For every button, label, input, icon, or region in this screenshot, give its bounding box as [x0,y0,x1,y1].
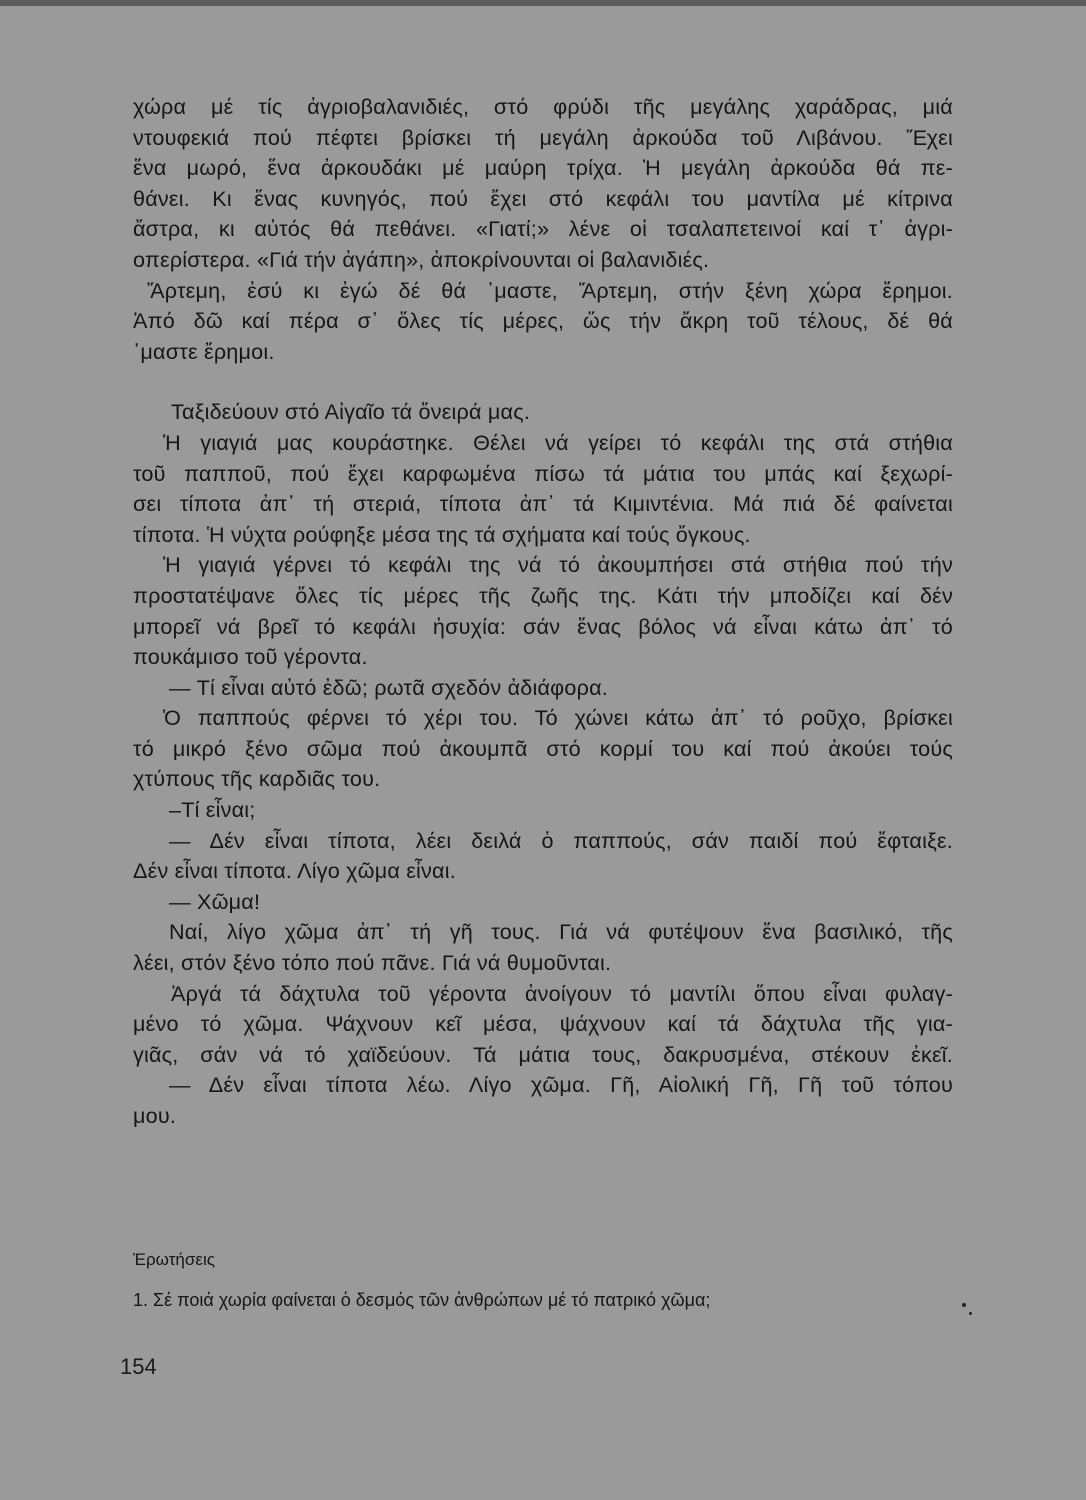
question-item: 1. Σέ ποιά χωρία φαίνεται ὁ δεσμός τῶν ἀνθρώπων μέ τό πατρικό χῶμα; [133,1290,711,1310]
text-line-4: θάνει. Κι ἕνας κυνηγός, πού ἔχει στό κεφάλι του μαντίλα μέ κίτρινα [133,185,953,211]
text-line-27: — Χῶμα! [169,888,261,914]
body-text [133,92,953,1132]
text-line-5: ἄστρα, κι αὐτός θά πεθάνει. «Γιατί;» λένε οἱ τσαλαπετεινοί καί τ᾽ ἀγρι- [133,216,953,242]
text-line-20: — Τί εἶναι αὐτό ἐδῶ; ρωτᾶ σχεδόν ἀδιάφορα. [169,674,608,700]
questions-heading: Ἐρωτήσεις [133,1250,215,1269]
text-line-30: Ἀργά τά δάχτυλα τοῦ γέροντα ἀνοίγουν τό μαντίλι ὅπου εἶναι φυλαγ- [171,980,953,1006]
text-line-11: Ταξιδεύουν στό Αἰγαῖο τά ὄνειρά μας. [171,399,531,425]
questions-section [133,1246,953,1314]
text-line-6: οπερίστερα. «Γιά τήν ἀγάπη», ἀποκρίνουνται οἱ βαλανιδιές. [133,246,710,272]
page-number: 154 [120,1354,157,1379]
text-line-3: ἕνα μωρό, ἕνα ἀρκουδάκι μέ μαύρη τρίχα. Ἡ μεγάλη ἀρκούδα θά πε- [133,155,953,181]
text-line-28: Ναί, λίγο χῶμα ἀπ᾽ τή γῆ τους. Γιά νά φυτέψουν ἕνα βασιλικό, τῆς [169,919,953,945]
section-gap [133,367,953,397]
scan-speck [962,1303,966,1307]
text-line-34: μου. [133,1103,177,1128]
text-line-21: Ὁ παππούς φέρνει τό χέρι του. Τό χώνει κάτω ἀπ᾽ τό ροῦχο, βρίσκει [163,705,953,731]
text-line-26: Δέν εἶναι τίποτα. Λίγο χῶμα εἶναι. [133,858,456,884]
text-line-22: τό μικρό ξένο σῶμα πού ἀκουμπᾶ στό κορμί του καί πού ἀκούει τούς [133,735,953,761]
text-line-29: λέει, στόν ξένο τόπο πού πᾶνε. Γιά νά θυμοῦνται. [133,950,612,976]
text-line-12: Ἡ γιαγιά μας κουράστηκε. Θέλει νά γείρει τό κεφάλι της στά στήθια [163,429,953,455]
scan-speck [969,1312,972,1315]
text-line-7: Ἄρτεμη, ἐσύ κι ἐγώ δέ θά ᾽μαστε, Ἄρτεμη, στήν ξένη χώρα ἔρημοι. [147,277,953,303]
text-line-15: τίποτα. Ἡ νύχτα ρούφηξε μέσα της τά σχήματα καί τούς ὄγκους. [133,521,751,547]
text-line-16: Ἡ γιαγιά γέρνει τό κεφάλι της νά τό ἀκουμπήσει στά στήθια πού τήν [163,552,953,578]
text-line-23: χτύπους τῆς καρδιᾶς του. [133,766,381,792]
text-line-33: — Δέν εἶναι τίποτα λέω. Λίγο χῶμα. Γῆ, Αἰολική Γῆ, Γῆ τοῦ τόπου [169,1072,953,1098]
text-line-19: πουκάμισο τοῦ γέροντα. [133,644,368,670]
text-line-25: — Δέν εἶναι τίποτα, λέει δειλά ὁ παππούς, σάν παιδί πού ἔφταιξε. [169,827,953,853]
text-line-14: σει τίποτα ἀπ᾽ τή στεριά, τίποτα ἀπ᾽ τά Κιμιντένια. Μά πιά δέ φαίνεται [133,491,953,517]
text-line-2: ντουφεκιά πού πέφτει βρίσκει τή μεγάλη ἀρκούδα τοῦ Λιβάνου. Ἔχει [133,124,953,150]
text-line-9: ᾽μαστε ἔρημοι. [133,338,275,364]
text-line-8: Ἀπό δῶ καί πέρα σ᾽ ὅλες τίς μέρες, ὥς τήν ἄκρη τοῦ τέλους, δέ θά [133,308,953,334]
text-line-13: τοῦ παπποῦ, πού ἔχει καρφωμένα πίσω τά μάτια του μπάς καί ξεχωρί- [133,460,953,486]
scan-top-edge [0,0,1086,6]
text-line-32: γιᾶς, σάν νά τό χαϊδεύουν. Τά μάτια τους, δακρυσμένα, στέκουν ἐκεῖ. [133,1041,953,1067]
text-line-17: προστατέψανε ὅλες τίς μέρες τῆς ζωῆς της. Κάτι τήν μποδίζει καί δέν [133,582,953,608]
text-line-24: –Τί εἶναι; [169,797,256,823]
text-line-31: μένο τό χῶμα. Ψάχνουν κεῖ μέσα, ψάχνουν καί τά δάχτυλα τῆς για- [133,1011,953,1037]
text-line-18: μπορεῖ νά βρεῖ τό κεφάλι ἡσυχία: σάν ἕνας βόλος νά εἶναι κάτω ἀπ᾽ τό [133,613,953,639]
text-line-1: χώρα μέ τίς ἀγριοβαλανιδιές, στό φρύδι τῆς μεγάλης χαράδρας, μιά [133,94,953,119]
